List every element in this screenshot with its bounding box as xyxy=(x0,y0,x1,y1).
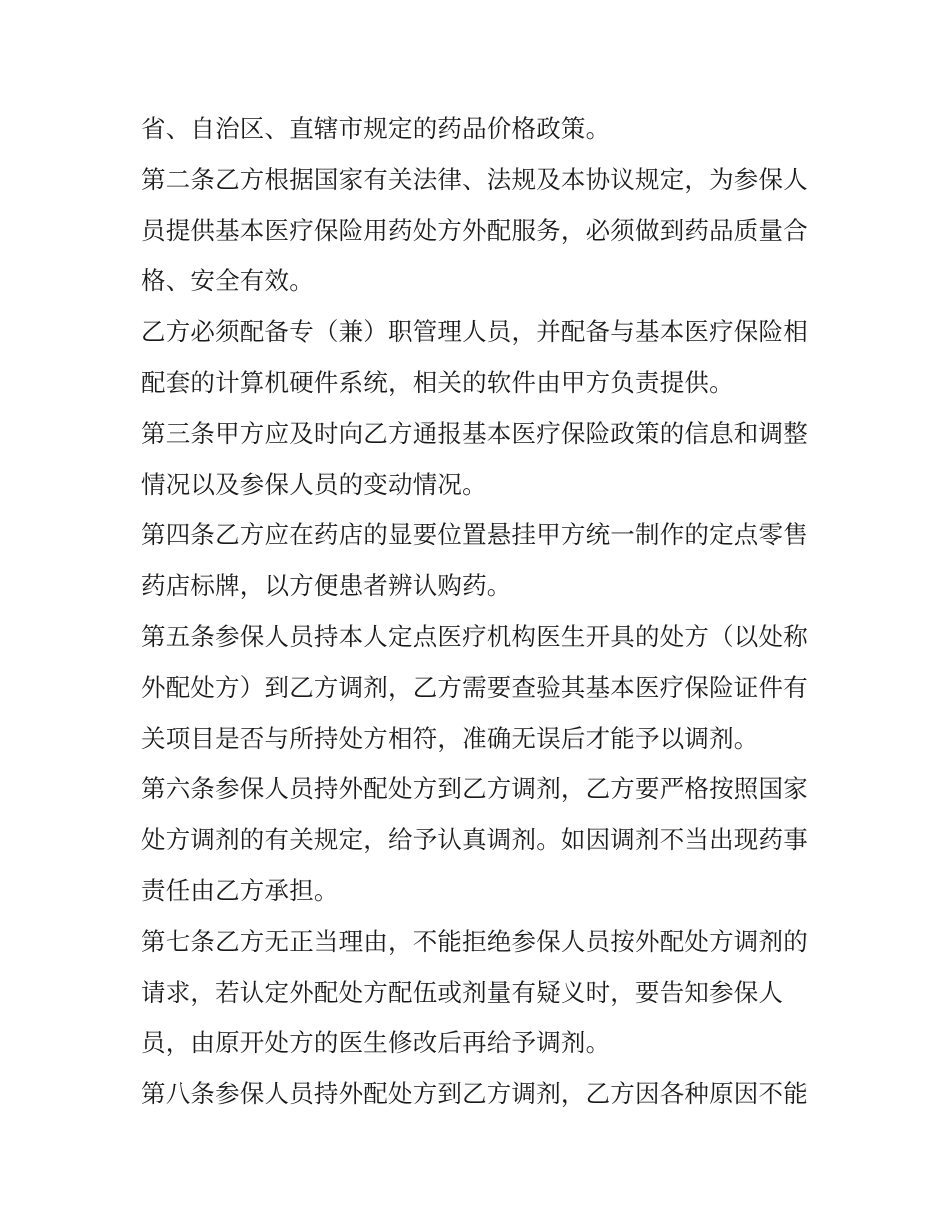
text-line: 处方调剂的有关规定，给予认真调剂。如因调剂不当出现药事 xyxy=(141,825,808,855)
document-body xyxy=(141,104,821,1120)
text-line: 第六条参保人员持外配处方到乙方调剂，乙方要严格按照国家 xyxy=(141,774,808,804)
text-line: 员提供基本医疗保险用药处方外配服务，必须做到药品质量合 xyxy=(141,215,808,245)
text-line: 药店标牌，以方便患者辨认购药。 xyxy=(141,571,512,601)
text-line: 格、安全有效。 xyxy=(141,266,314,296)
text-line: 第三条甲方应及时向乙方通报基本医疗保险政策的信息和调整 xyxy=(141,418,808,448)
text-line: 省、自治区、直辖市规定的药品价格政策。 xyxy=(141,114,611,143)
text-line: 第八条参保人员持外配处方到乙方调剂，乙方因各种原因不能 xyxy=(141,1079,808,1109)
text-line: 情况以及参保人员的变动情况。 xyxy=(141,469,487,499)
text-line: 第五条参保人员持本人定点医疗机构医生开具的处方（以处称 xyxy=(141,621,808,651)
text-line: 乙方必须配备专（兼）职管理人员，并配备与基本医疗保险相 xyxy=(141,317,808,347)
text-line: 配套的计算机硬件系统，相关的软件由甲方负责提供。 xyxy=(141,367,734,397)
text-line: 第四条乙方应在药店的显要位置悬挂甲方统一制作的定点零售 xyxy=(141,520,808,550)
text-line: 外配处方）到乙方调剂，乙方需要查验其基本医疗保险证件有 xyxy=(141,672,808,702)
text-line: 第七条乙方无正当理由，不能拒绝参保人员按外配处方调剂的 xyxy=(141,926,808,956)
text-line: 请求，若认定外配处方配伍或剂量有疑义时，要告知参保人 xyxy=(141,977,784,1007)
text-line: 员，由原开处方的医生修改后再给予调剂。 xyxy=(141,1028,611,1058)
text-line: 第二条乙方根据国家有关法律、法规及本协议规定，为参保人 xyxy=(141,164,808,194)
text-line: 关项目是否与所持处方相符，准确无误后才能予以调剂。 xyxy=(141,723,759,753)
text-line: 责任由乙方承担。 xyxy=(141,875,339,905)
